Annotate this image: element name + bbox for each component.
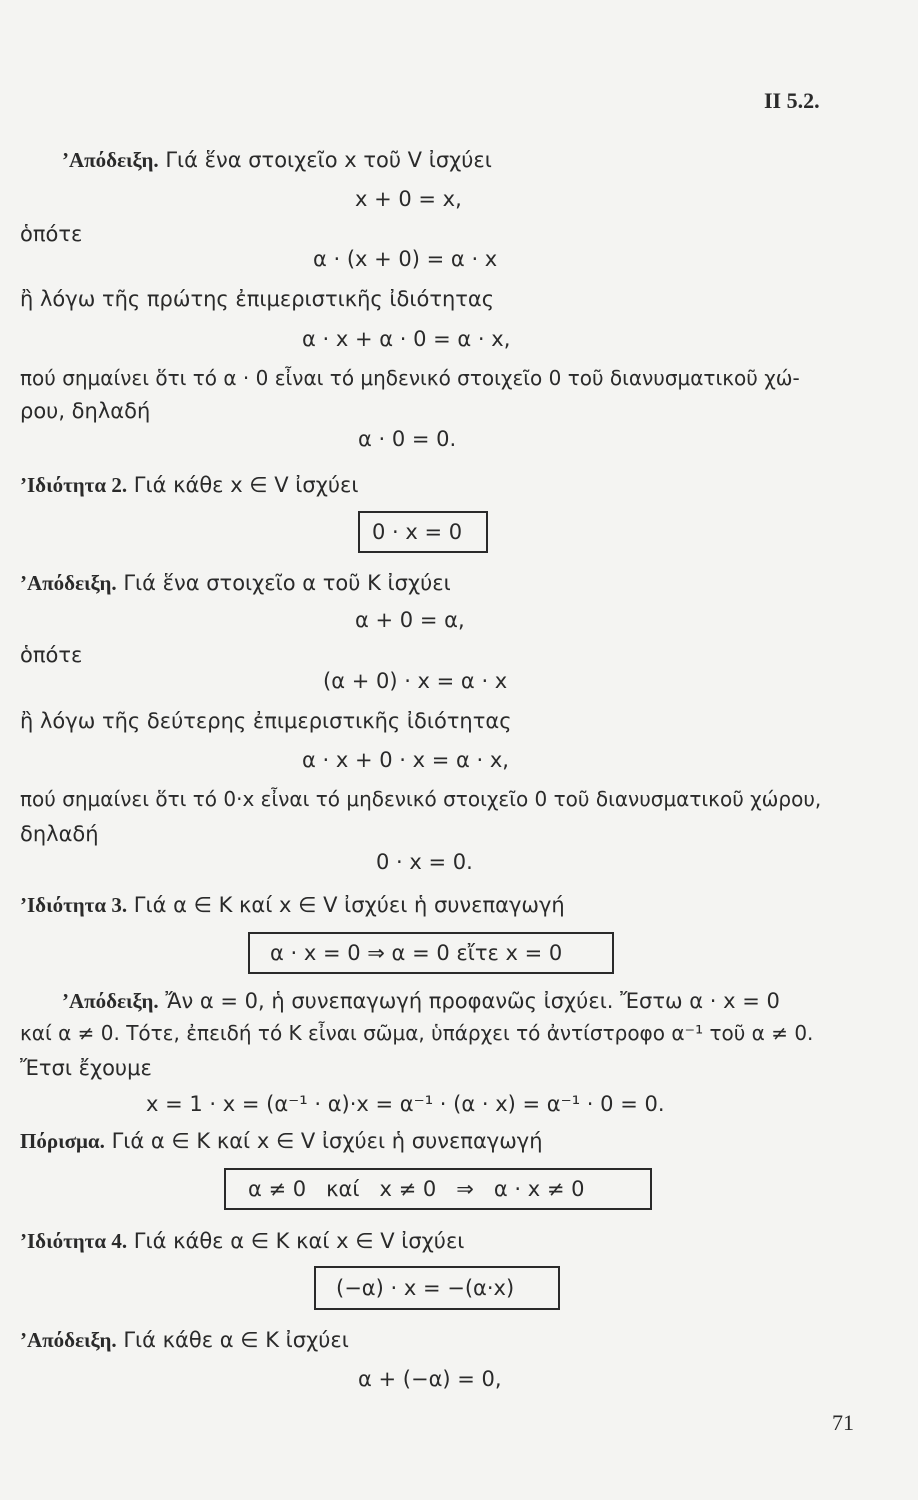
property3-heading: ’Ιδιότητα 3. [20, 893, 128, 917]
property3-box [248, 932, 614, 974]
proof2-eq2: (α + 0) · x = α · x [323, 669, 508, 693]
property2-line [20, 472, 358, 498]
proof2-opote: ὁπότε [20, 643, 83, 667]
proof1-intro-line [62, 147, 492, 173]
proof1-heading: ’Απόδειξη. [62, 148, 159, 172]
property4-text: Γιά κάθε α ∈ K καί x ∈ V ἰσχύει [133, 1229, 465, 1253]
proof3-eq: x = 1 · x = (α⁻¹ · α)·x = α⁻¹ · (α · x) = α⁻¹ · 0 = 0. [146, 1092, 665, 1116]
property4-box [314, 1266, 560, 1310]
proof1-means-line2: ρου, δηλαδή [20, 399, 151, 423]
corollary-box [224, 1168, 652, 1210]
proof1-intro: Γιά ἕνα στοιχεῖο x τοῦ V ἰσχύει [165, 148, 492, 172]
proof4-intro: Γιά κάθε α ∈ K ἰσχύει [123, 1328, 349, 1352]
proof3-heading: ’Απόδειξη. [62, 989, 159, 1013]
proof4-eq1: α + (−α) = 0, [358, 1367, 502, 1391]
proof1-means-line1: πού σημαίνει ὅτι τό α · 0 εἶναι τό μηδενικό στοιχεῖο 0 τοῦ διανυσματικοῦ χώ- [20, 366, 800, 390]
property3-line [20, 892, 565, 918]
property4-heading: ’Ιδιότητα 4. [20, 1229, 128, 1253]
proof3-line2: καί α ≠ 0. Τότε, ἐπειδή τό K εἶναι σῶμα, ὑπάρχει τό ἀντίστροφο α⁻¹ τοῦ α ≠ 0. [20, 1021, 814, 1045]
proof2-means-line1: πού σημαίνει ὅτι τό 0·x εἶναι τό μηδενικό στοιχεῖο 0 τοῦ διανυσματικοῦ χώρου, [20, 787, 822, 811]
corollary-text: Γιά α ∈ K καί x ∈ V ἰσχύει ἡ συνεπαγωγή [111, 1129, 543, 1153]
proof3-line3: Ἔτσι ἔχουμε [20, 1056, 152, 1080]
proof4-heading: ’Απόδειξη. [20, 1328, 117, 1352]
proof1-eq4: α · 0 = 0. [358, 427, 457, 451]
property2-heading: ’Ιδιότητα 2. [20, 473, 128, 497]
property2-boxed-formula: 0 · x = 0 [372, 520, 463, 544]
proof1-logo: ἢ λόγω τῆς πρώτης ἐπιμεριστικῆς ἰδιότητας [20, 287, 495, 311]
proof2-means-line2: δηλαδή [20, 822, 99, 846]
proof3-line1 [62, 988, 780, 1014]
proof1-eq1: x + 0 = x, [355, 187, 462, 211]
corollary-boxed-formula: α ≠ 0 καί x ≠ 0 ⇒ α · x ≠ 0 [248, 1177, 585, 1201]
property2-text: Γιά κάθε x ∈ V ἰσχύει [133, 473, 359, 497]
section-number: II 5.2. [764, 88, 820, 113]
proof2-eq4: 0 · x = 0. [376, 850, 473, 874]
proof1-eq2: α · (x + 0) = α · x [313, 247, 498, 271]
page-number: 71 [832, 1410, 854, 1435]
property4-line [20, 1228, 464, 1254]
proof1-eq3: α · x + α · 0 = α · x, [302, 327, 511, 351]
property4-boxed-formula: (−α) · x = −(α·x) [336, 1276, 515, 1300]
proof2-heading: ’Απόδειξη. [20, 571, 117, 595]
property2-box [358, 511, 488, 553]
proof2-intro: Γιά ἕνα στοιχεῖο α τοῦ K ἰσχύει [123, 571, 451, 595]
proof2-eq3: α · x + 0 · x = α · x, [302, 748, 509, 772]
proof4-intro-line [20, 1327, 349, 1353]
corollary-heading: Πόρισμα. [20, 1129, 105, 1153]
property3-boxed-formula: α · x = 0 ⇒ α = 0 εἴτε x = 0 [270, 941, 563, 965]
property3-text: Γιά α ∈ K καί x ∈ V ἰσχύει ἡ συνεπαγωγή [133, 893, 565, 917]
proof2-logo: ἢ λόγω τῆς δεύτερης ἐπιμεριστικῆς ἰδιότητας [20, 709, 512, 733]
proof2-intro-line [20, 570, 451, 596]
proof2-eq1: α + 0 = α, [355, 608, 465, 632]
proof3-line1-text: Ἄν α = 0, ἡ συνεπαγωγή προφανῶς ἰσχύει. Ἔστω α · x = 0 [165, 989, 780, 1013]
proof1-opote: ὁπότε [20, 222, 83, 246]
corollary-line [20, 1128, 543, 1154]
